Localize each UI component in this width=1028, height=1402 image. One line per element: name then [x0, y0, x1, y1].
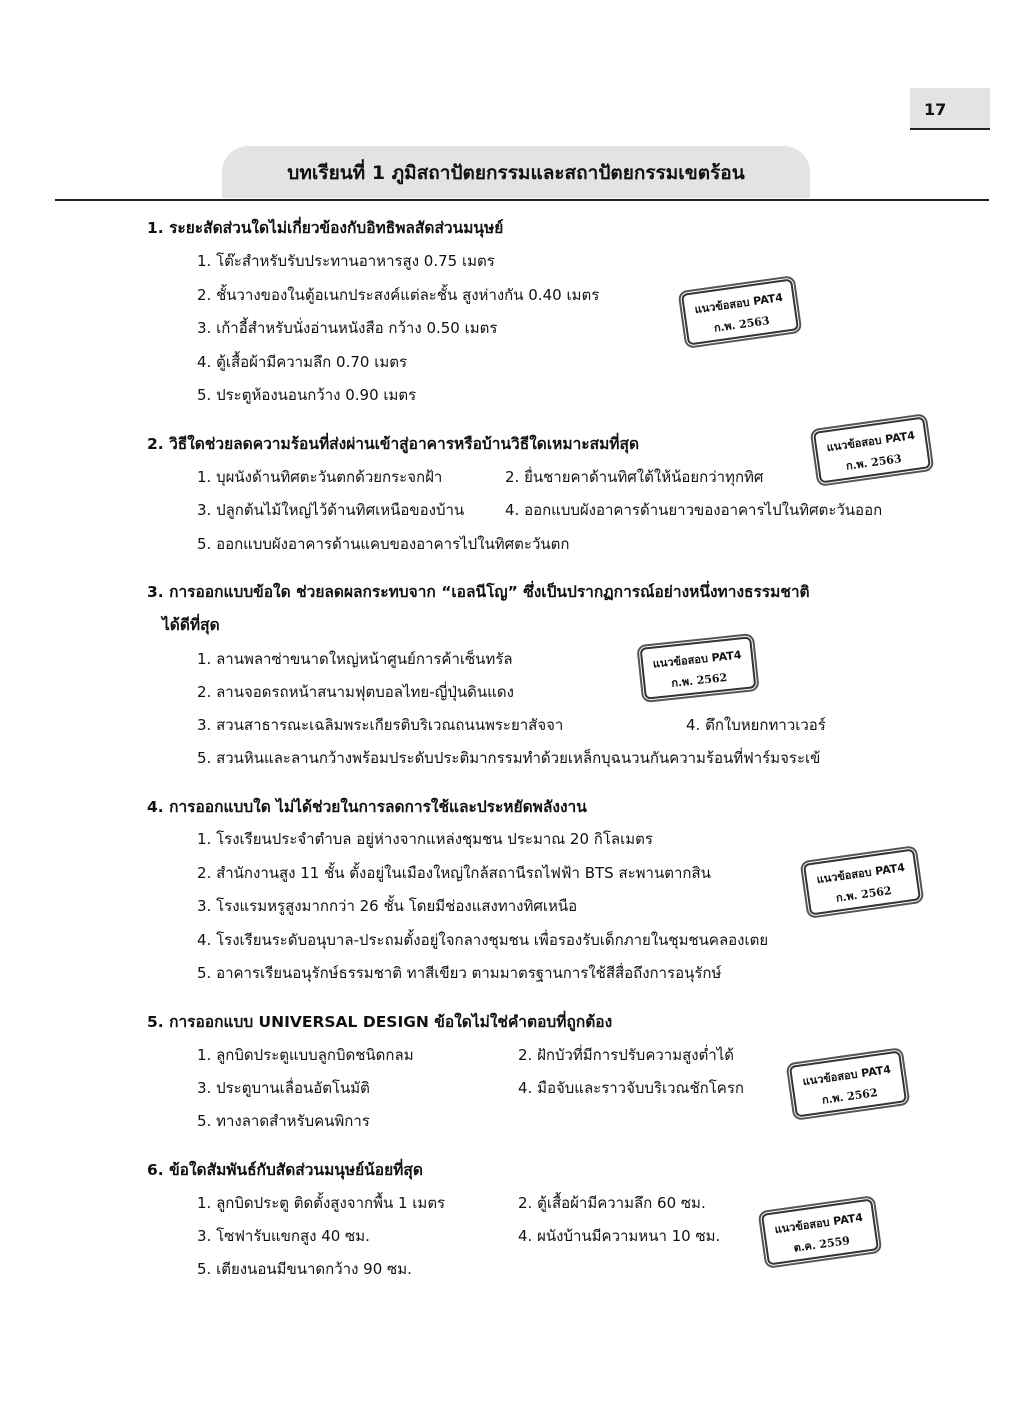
question-3-title-cont: ได้ดีที่สุด [162, 616, 220, 634]
question-2-option-2: 2. ยื่นชายคาด้านทิศใต้ให้น้อยกว่าทุกทิศ [505, 468, 764, 486]
question-5-option-2: 2. ฝักบัวที่มีการปรับความสูงต่ำได้ [518, 1046, 735, 1064]
question-3-title: 3. การออกแบบข้อใด ช่วยลดผลกระทบจาก “เอลนีโญ” ซึ่งเป็นปรากฏการณ์อย่างหนึ่งทางธรรมชาติ [147, 583, 810, 601]
question-1-option-1: 1. โต๊ะสำหรับรับประทานอาหารสูง 0.75 เมตร [197, 252, 495, 270]
exam-stamp-6 [761, 1198, 879, 1265]
question-1-option-5: 5. ประตูห้องนอนกว้าง 0.90 เมตร [197, 386, 417, 404]
question-2-option-4: 4. ออกแบบผังอาคารด้านยาวของอาคารไปในทิศตะวันออก [505, 501, 883, 519]
question-6-option-5: 5. เตียงนอนมีขนาดกว้าง 90 ซม. [197, 1260, 412, 1278]
question-2-title: 2. วิธีใดช่วยลดความร้อนที่ส่งผ่านเข้าสู่อาคารหรือบ้านวิธีใดเหมาะสมที่สุด [147, 435, 640, 453]
question-4-option-5: 5. อาคารเรียนอนุรักษ์ธรรมชาติ ทาสีเขียว ตามมาตรฐานการใช้สีสื่อถึงการอนุรักษ์ [197, 964, 722, 982]
question-4-title: 4. การออกแบบใด ไม่ได้ช่วยในการลดการใช้และประหยัดพลังงาน [147, 798, 587, 816]
question-6-option-2: 2. ตู้เสื้อผ้ามีความลึก 60 ซม. [518, 1194, 706, 1212]
question-6-option-3: 3. โซฟารับแขกสูง 40 ซม. [197, 1227, 370, 1245]
exam-stamp-1-line1: แนวข้อสอบ PAT4 [693, 290, 784, 317]
exam-stamp-5-line2: ก.พ. 2562 [821, 1086, 879, 1107]
question-3-option-1: 1. ลานพลาซ่าขนาดใหญ่หน้าศูนย์การค้าเซ็นทรัล [197, 650, 513, 668]
question-6-title: 6. ข้อใดสัมพันธ์กับสัดส่วนมนุษย์น้อยที่สุด [147, 1161, 423, 1179]
question-1-option-2: 2. ชั้นวางของในตู้อเนกประสงค์แต่ละชั้น สูงห่างกัน 0.40 เมตร [197, 286, 600, 304]
question-4-option-1: 1. โรงเรียนประจำตำบล อยู่ห่างจากแหล่งชุมชน ประมาณ 20 กิโลเมตร [197, 830, 653, 848]
question-2-option-5: 5. ออกแบบผังอาคารด้านแคบของอาคารไปในทิศตะวันตก [197, 535, 570, 553]
question-3-option-2: 2. ลานจอดรถหน้าสนามฟุตบอลไทย-ญี่ปุ่นดินแดง [197, 683, 514, 701]
question-2-option-3: 3. ปลูกต้นไม้ใหญ่ไว้ด้านทิศเหนือของบ้าน [197, 501, 465, 519]
exam-stamp-2 [813, 416, 931, 483]
question-6-option-4: 4. ผนังบ้านมีความหนา 10 ซม. [518, 1227, 721, 1245]
question-5-option-5: 5. ทางลาดสำหรับคนพิการ [197, 1112, 370, 1130]
exam-stamp-4-line1: แนวข้อสอบ PAT4 [815, 860, 906, 887]
exam-stamp-4-line2: ก.พ. 2562 [835, 884, 893, 905]
exam-stamp-3 [640, 636, 757, 699]
question-5-option-1: 1. ลูกบิดประตูแบบลูกบิดชนิดกลม [197, 1046, 414, 1064]
question-1-title: 1. ระยะสัดส่วนใดไม่เกี่ยวข้องกับอิทธิพลสัดส่วนมนุษย์ [147, 219, 504, 237]
exam-stamp-3-line2: ก.พ. 2562 [670, 671, 728, 690]
question-1-option-4: 4. ตู้เสื้อผ้ามีความลึก 0.70 เมตร [197, 353, 407, 371]
exam-stamp-1 [681, 278, 799, 345]
chapter-title-tab [222, 146, 810, 198]
page-number-tab [910, 88, 990, 130]
question-5-option-3: 3. ประตูบานเลื่อนอัตโนมัติ [197, 1079, 370, 1097]
exam-stamp-5 [789, 1050, 907, 1117]
question-3-option-3: 3. สวนสาธารณะเฉลิมพระเกียรติบริเวณถนนพระยาสัจจา [197, 716, 564, 734]
question-6-option-1: 1. ลูกบิดประตู ติดตั้งสูงจากพื้น 1 เมตร [197, 1194, 446, 1212]
chapter-title: บทเรียนที่ 1 ภูมิสถาปัตยกรรมและสถาปัตยกรรมเขตร้อน [287, 162, 745, 184]
question-5-title: 5. การออกแบบ UNIVERSAL DESIGN ข้อใดไม่ใช่คำตอบที่ถูกต้อง [147, 1013, 613, 1031]
question-4-option-4: 4. โรงเรียนระดับอนุบาล-ประถมตั้งอยู่ใจกลางชุมชน เพื่อรองรับเด็กภายในชุมชนคลองเตย [197, 931, 769, 949]
question-4-option-2: 2. สำนักงานสูง 11 ชั้น ตั้งอยู่ในเมืองใหญ่ใกล้สถานีรถไฟฟ้า BTS สะพานตากสิน [197, 864, 711, 882]
header-rule [55, 199, 989, 201]
question-3-option-5: 5. สวนหินและลานกว้างพร้อมประดับประติมากรรมทำด้วยเหล็กบุฉนวนกันความร้อนที่ฟาร์มจระเข้ [197, 749, 821, 767]
exam-stamp-5-line1: แนวข้อสอบ PAT4 [801, 1062, 892, 1089]
exam-stamp-3-line1: แนวข้อสอบ PAT4 [652, 648, 743, 671]
question-1-option-3: 3. เก้าอี้สำหรับนั่งอ่านหนังสือ กว้าง 0.50 เมตร [197, 319, 498, 337]
question-5-option-4: 4. มือจับและราวจับบริเวณชักโครก [518, 1079, 744, 1097]
question-3-option-4: 4. ตึกใบหยกทาวเวอร์ [686, 716, 826, 734]
exam-stamp-6-line2: ต.ค. 2559 [792, 1234, 851, 1255]
question-2-option-1: 1. บุผนังด้านทิศตะวันตกด้วยกระจกฝ้า [197, 468, 443, 486]
page-number: 17 [924, 100, 947, 119]
question-4-option-3: 3. โรงแรมหรูสูงมากกว่า 26 ชั้น โดยมีช่องแสงทางทิศเหนือ [197, 897, 578, 915]
exam-stamp-4 [803, 848, 921, 915]
exam-stamp-6-line1: แนวข้อสอบ PAT4 [773, 1210, 864, 1237]
exam-stamp-2-line1: แนวข้อสอบ PAT4 [825, 428, 916, 455]
exam-stamp-2-line2: ก.พ. 2563 [845, 452, 903, 473]
exam-stamp-1-line2: ก.พ. 2563 [713, 314, 771, 335]
